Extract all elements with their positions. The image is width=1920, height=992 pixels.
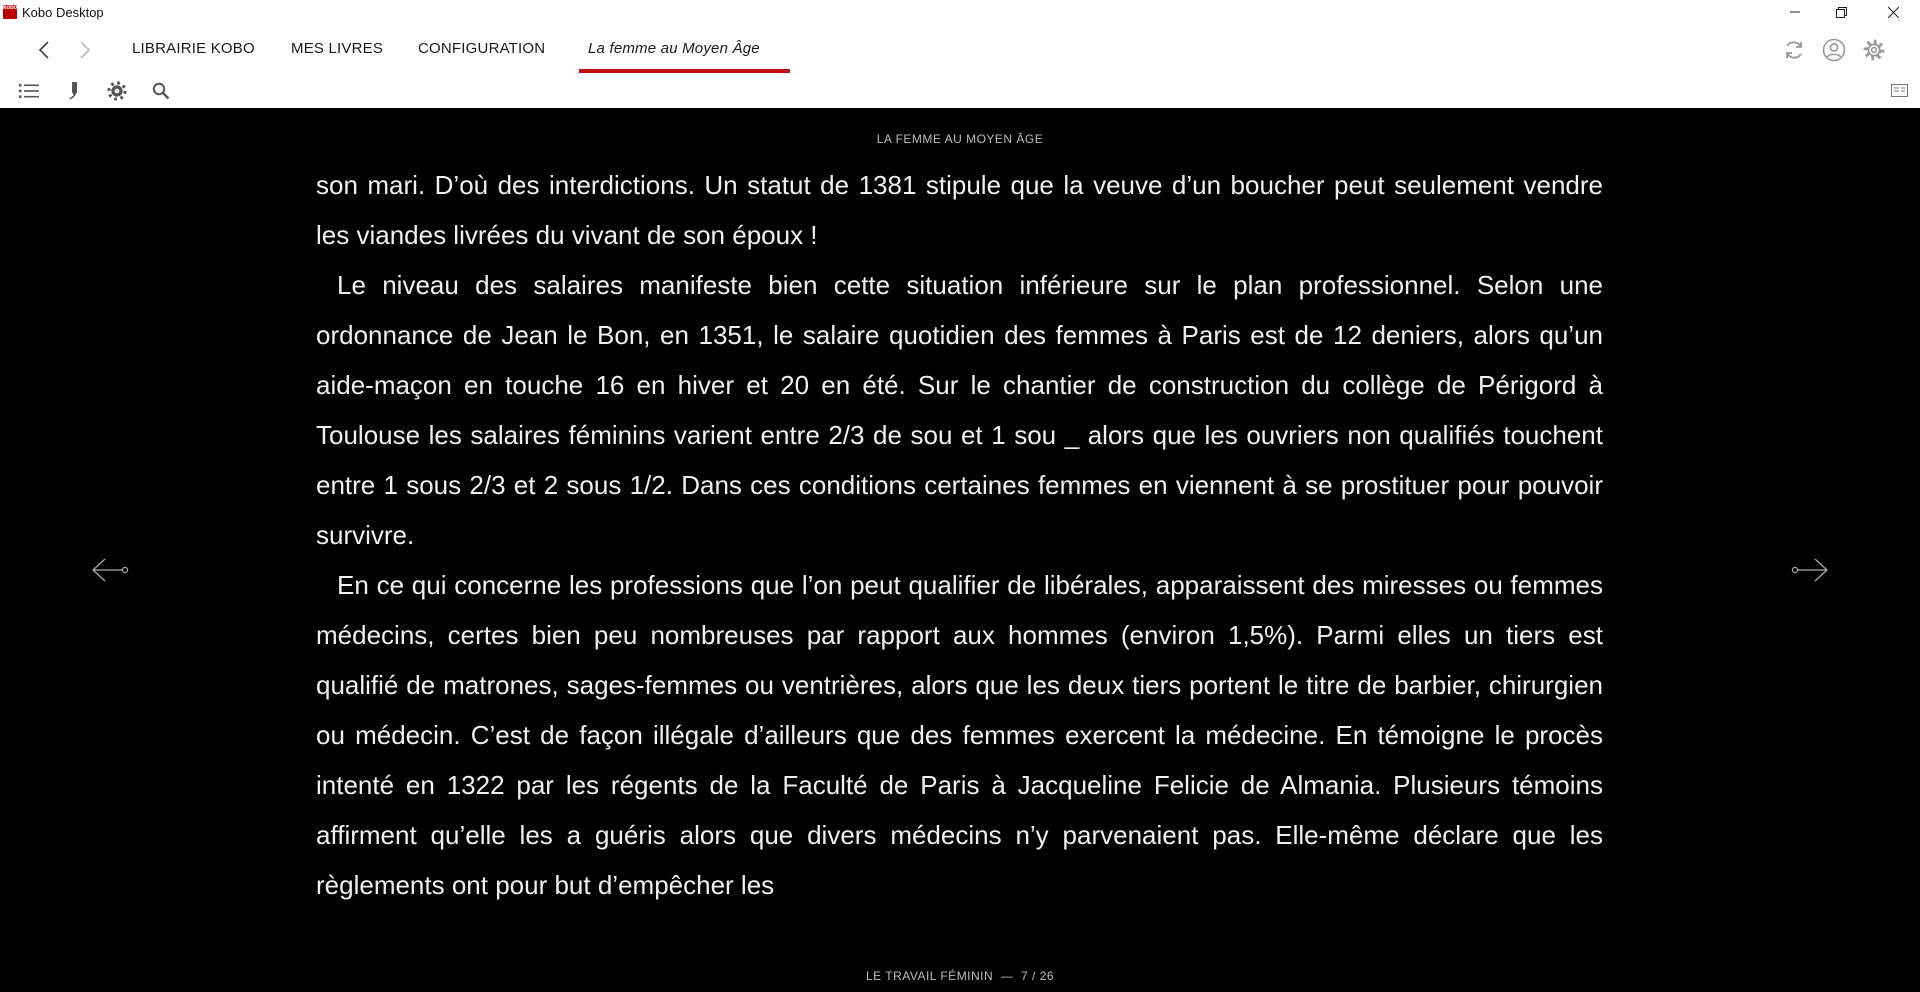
account-button[interactable] — [1818, 34, 1850, 66]
chevron-left-icon — [38, 40, 50, 60]
page-indicator: 7 / 26 — [1021, 969, 1055, 983]
forward-button[interactable] — [71, 36, 99, 64]
back-button[interactable] — [30, 36, 58, 64]
paragraph: Le niveau des salaires manifeste bien cette situation inférieure sur le plan professionnel. Selon une ordonnance de Jean le Bon, en 1351, le salaire quotidien des femmes à Paris est de 12 deniers, alors qu’un aide-maçon en touche 16 en hiver et 20 en été. Sur le chantier de construction du collège de Périgord à Toulouse les salaires féminins varient entre 2/3 de sou et 1 sou _ alors que les ouvriers non qualifiés touchent entre 1 sous 2/3 et 2 sous 1/2. Dans ces conditions certaines femmes en viennent à se prostituer pour pouvoir survivre. — [316, 270, 1603, 550]
running-head: LA FEMME AU MOYEN ÂGE — [876, 132, 1044, 146]
reader-toolbar — [0, 74, 1920, 108]
highlighter-icon — [67, 81, 81, 101]
gear-icon — [1862, 38, 1886, 62]
tab-configuration[interactable]: CONFIGURATION — [418, 40, 546, 57]
next-page-button[interactable] — [1789, 556, 1833, 584]
layout-icon — [1891, 84, 1909, 98]
search-button[interactable] — [148, 79, 174, 103]
restore-button[interactable] — [1818, 0, 1864, 24]
navigation-bar — [0, 26, 1920, 74]
paragraph: En ce qui concerne les professions que l’on peut qualifier de libérales, apparaissent des miresses ou femmes médecins, certes bien peu nombreuses par rapport aux hommes (environ 1,5%). Parmi elles un tiers est qualifié de matrones, sages-femmes ou ventrières, alors que les deux tiers portent le titre de barbier, chirurgien ou médecin. C’est de façon illégale d’ailleurs que des femmes exercent la médecine. En témoigne le procès intenté en 1322 par les régents de la Faculté de Paris à Jacqueline Felicie de Almania. Plusieurs témoins affirment qu’elle les a guéris alors que divers médecins n’y parvenaient pas. Elle-même déclare que les règlements ont pour but d’empêcher les — [316, 570, 1603, 900]
layout-toggle-button[interactable] — [1887, 79, 1913, 103]
settings-button[interactable] — [1858, 34, 1890, 66]
search-icon — [152, 82, 170, 100]
page-text[interactable] — [316, 160, 1603, 910]
logo-text: kobo — [3, 5, 18, 11]
list-icon — [19, 83, 39, 99]
arrow-left-icon — [89, 556, 129, 584]
previous-page-button[interactable] — [87, 556, 131, 584]
sync-button[interactable] — [1778, 34, 1810, 66]
chevron-right-icon — [79, 40, 91, 60]
footer-separator: — — [1000, 969, 1014, 983]
chapter-title: LE TRAVAIL FÉMININ — [865, 969, 994, 983]
gear-icon — [106, 80, 128, 102]
active-tab-indicator — [579, 69, 790, 73]
arrow-right-icon — [1791, 556, 1831, 584]
tab-current-book[interactable]: La femme au Moyen Âge — [588, 40, 760, 57]
user-icon — [1822, 38, 1846, 62]
reading-settings-button[interactable] — [104, 79, 130, 103]
table-of-contents-button[interactable] — [16, 79, 42, 103]
window-title: Kobo Desktop — [22, 5, 104, 20]
minimize-button[interactable] — [1772, 0, 1818, 24]
tab-my-books[interactable]: MES LIVRES — [291, 40, 384, 57]
restore-icon — [1836, 7, 1847, 18]
close-icon — [1888, 7, 1899, 18]
minimize-icon — [1790, 7, 1800, 17]
close-button[interactable] — [1870, 0, 1916, 24]
tab-kobo-store[interactable]: LIBRAIRIE KOBO — [132, 40, 255, 57]
annotations-button[interactable] — [61, 79, 87, 103]
title-bar — [0, 0, 1920, 26]
reading-area[interactable] — [0, 108, 1920, 992]
chapter-progress — [0, 969, 1920, 983]
paragraph: son mari. D’où des interdictions. Un statut de 1381 stipule que la veuve d’un boucher peut seulement vendre les viandes livrées du vivant de son époux ! — [316, 170, 1603, 250]
kobo-logo-icon — [3, 5, 17, 19]
sync-icon — [1782, 38, 1806, 62]
